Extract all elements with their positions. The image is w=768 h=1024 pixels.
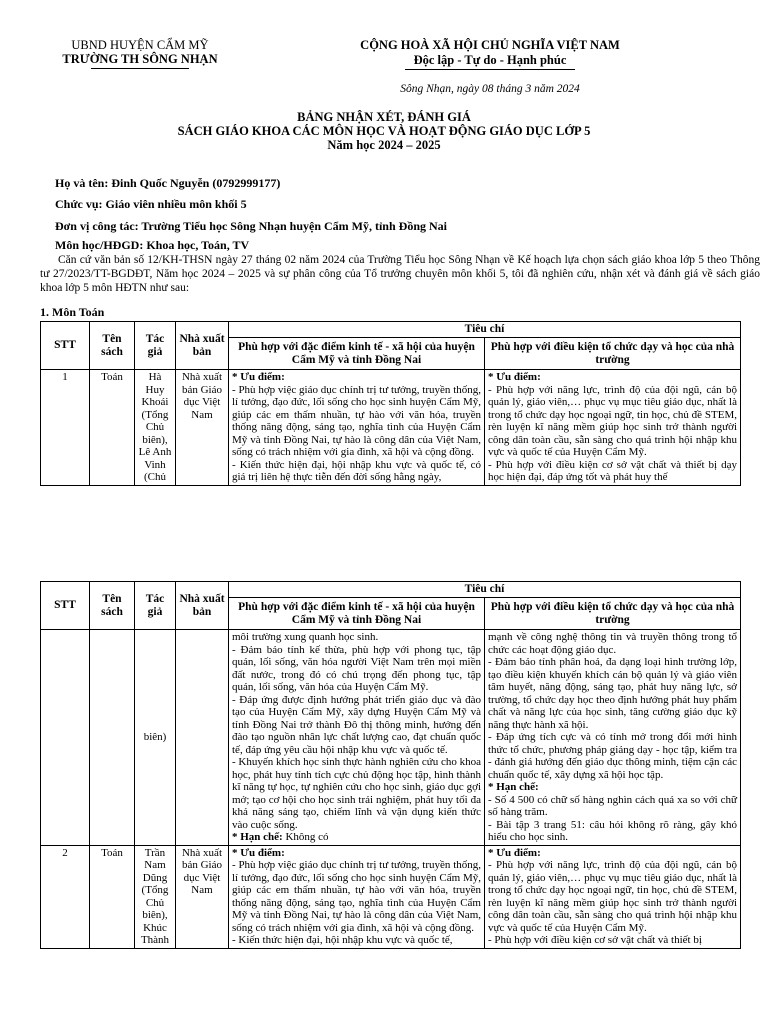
row1-cont-c1-limit (232, 831, 481, 844)
info-role-label: Chức vụ: (55, 197, 103, 211)
c1-limit-value: Không có (285, 831, 329, 843)
row1-c1-text: - Phù hợp việc giáo dục chính trị tư tưởng, truyền thống, lí tưởng, đạo đức, lối sống cho học sinh huyện Cẩm Mỹ, giúp các em thấm nhuần, tự hào với văn hóa, truyền thống năng động, sáng tạo, nghĩa tình của Huyện Cẩm Mỹ và tỉnh Đồng Nai, tự hào là công dân của Việt Nam, sống có trách nhiệm với gia đình, xã hội và cộng đồng. - Kiến thức hiện đại, hội nhập khu vực và quốc tế, có giá trị liên hệ thực tiễn đến đời sống hằng ngày, (232, 383, 481, 483)
row2-criteria-2 (485, 845, 741, 948)
row2-stt: 2 (41, 845, 90, 948)
row1-c2-text: - Phù hợp với năng lực, trình độ của đội ngũ, cán bộ quản lý, giáo viên,… phục vụ mục tiêu giáo dục, nhất là trong tổ chức dạy học ngoại ngữ, tin học, chủ đề STEM, rèn luyện kĩ năng mềm giúp học sinh trở thành người công dân toàn cầu, sẵn sàng cho quá trình hội nhập khu vực và quốc tế của Huyện Cẩm Mỹ. - Phù hợp với điều kiện cơ sở vật chất và thiết bị dạy học hiện đại, đáp ứng tốt và phát huy thế (488, 383, 738, 483)
row2-criteria-1 (229, 845, 485, 948)
motto: Độc lập - Tự do - Hạnh phúc (413, 53, 567, 67)
table-row (41, 630, 741, 846)
document-date: Sông Nhạn, ngày 08 tháng 3 năm 2024 (400, 83, 580, 95)
header-criteria-2: Phù hợp với điều kiện tổ chức dạy và học của nhà trường (485, 598, 741, 630)
header-author: Tác giả (135, 322, 176, 370)
row1-criteria-1 (229, 370, 485, 486)
header-criteria-2: Phù hợp với điều kiện tổ chức dạy và học của nhà trường (485, 338, 741, 370)
header-criteria-1: Phù hợp với đặc điểm kinh tế - xã hội của huyện Cẩm Mỹ và tỉnh Đồng Nai (229, 598, 485, 630)
row1-cont-c1-text: môi trường xung quanh học sinh. - Đảm bảo tính kế thừa, phù hợp với phong tục, tập quán, lối sống, văn hóa người Việt Nam trên mọi miền đất nước, trong đó có chú trọng đến phong tục, tập quán, lối sống, văn hóa của Huyện Cẩm Mỹ. - Đáp ứng được định hướng phát triển giáo dục và đào tạo của Huyện Cẩm Mỹ, xây dựng Huyện Cẩm Mỹ và tỉnh Đồng Nai trở thành Đô thị thông minh, hướng đến đào tạo nguồn nhân lực chất lượng cao, đạt chuẩn quốc tế, đáp ứng yêu cầu hội nhập khu vực và quốc tế. - Khuyến khích học sinh thực hành nghiên cứu cho khoa học, phát huy tính tích cực chủ động học tập, hình thành kĩ năng tự học, tự nghiên cứu cho học sinh, giáo dục gợi mở; tạo cơ hội cho học sinh trải nghiệm, phát huy tối đa khả năng sáng tạo, chiếm lĩnh và vận dụng kiến thức vào cuộc sống. (232, 631, 481, 831)
header-stt: STT (41, 582, 90, 630)
row1-publisher: Nhà xuất bản Giáo dục Việt Nam (176, 370, 229, 486)
row2-c1-head: * Ưu điểm: (232, 846, 285, 859)
title-line-2: SÁCH GIÁO KHOA CÁC MÔN HỌC VÀ HOẠT ĐỘNG GIÁO DỤC LỚP 5 (177, 124, 591, 138)
info-subjects: Môn học/HĐGD: Khoa học, Toán, TV (55, 238, 250, 252)
row1-cont-author: biên) (135, 630, 176, 846)
header-criteria-1: Phù hợp với đặc điểm kinh tế - xã hội của huyện Cẩm Mỹ và tỉnh Đồng Nai (229, 338, 485, 370)
title-line-3: Năm học 2024 – 2025 (327, 138, 441, 152)
row1-stt: 1 (41, 370, 90, 486)
header-publisher: Nhà xuất bản (176, 582, 229, 630)
school-underline (91, 68, 189, 69)
row2-c1-text: - Phù hợp việc giáo dục chính trị tư tưởng, truyền thống, lí tưởng, đạo đức, lối sống cho học sinh huyện Cẩm Mỹ, giúp các em thấm nhuần, tự hào với văn hóa, truyền thống năng động, sáng tạo, nghĩa tình của Huyện Cẩm Mỹ và tỉnh Đồng Nai, tự hào là công dân của Việt Nam, sống có trách nhiệm với gia đình, xã hội và cộng đồng. - Kiến thức hiện đại, hội nhập khu vực và quốc tế, (232, 859, 481, 946)
row2-c2-text: - Phù hợp với năng lực, trình độ của đội ngũ, cán bộ quản lý, giáo viên,… phục vụ mục tiêu giáo dục, nhất là trong tổ chức dạy học ngoại ngữ, tin học, chủ đề STEM, rèn luyện kĩ năng mềm giúp học sinh trở thành người công dân toàn cầu, sẵn sàng cho quá trình hội nhập khu vực và quốc tế của Huyện Cẩm Mỹ. - Phù hợp với điều kiện cơ sở vật chất và thiết bị (488, 859, 738, 946)
row1-cont-stt (41, 630, 90, 846)
row1-cont-publisher (176, 630, 229, 846)
info-name: Họ và tên: Đinh Quốc Nguyễn (0792999177) (55, 176, 281, 190)
document-title (100, 110, 668, 152)
header-publisher: Nhà xuất bản (176, 322, 229, 370)
row1-cont-criteria-1 (229, 630, 485, 846)
table-row (41, 370, 741, 486)
row2-publisher: Nhà xuất bản Giáo dục Việt Nam (176, 845, 229, 948)
row1-book: Toán (90, 370, 135, 486)
title-line-1: BẢNG NHẬN XÉT, ĐÁNH GIÁ (297, 110, 471, 124)
org-name: UBND HUYỆN CẨM MỸ (71, 38, 209, 52)
nation-name: CỘNG HOÀ XÃ HỘI CHỦ NGHĨA VIỆT NAM (360, 38, 620, 52)
header-criteria: Tiêu chí (229, 322, 741, 338)
row2-author: Trần Nam Dũng (Tổng Chủ biên), Khúc Thành (135, 845, 176, 948)
c1-limit-label: * Hạn chế: (232, 831, 283, 843)
school-name: TRƯỜNG TH SÔNG NHẠN (62, 52, 218, 66)
nation-header (300, 38, 680, 70)
row2-c2-head: * Ưu điểm: (488, 846, 541, 859)
header-author: Tác giả (135, 582, 176, 630)
header-book: Tên sách (90, 582, 135, 630)
org-header (20, 38, 260, 69)
header-book: Tên sách (90, 322, 135, 370)
c2-limit-label: * Hạn chế: (488, 781, 539, 793)
section-heading: 1. Môn Toán (40, 305, 105, 319)
row1-cont-book (90, 630, 135, 846)
row1-cont-c2-limit: - Số 4 500 có chữ số hàng nghìn cách quá xa so với chữ số hàng trăm. - Bài tập 3 trang 51: câu hỏi không rõ ràng, gây khó hiểu cho học sinh. (488, 793, 738, 843)
info-unit: Đơn vị công tác: Trường Tiểu học Sông Nhạn huyện Cẩm Mỹ, tỉnh Đồng Nai (55, 219, 447, 233)
row1-cont-c2-text: mạnh về công nghệ thông tin và truyền thông trong tổ chức các hoạt động giáo dục. - Đảm bảo tính phân hoá, đa dạng loại hình trường lớp, tạo điều kiện khuyến khích cán bộ quản lý và giáo viên tâm huyết, năng động, sáng tạo, phát huy năng lực, sở trường, tổ chức dạy học theo định hướng phát huy phẩm chất và năng lực của học sinh, tăng cường giáo dục kỹ năng thực hành xã hội. - Đáp ứng tích cực và có tính mở trong đổi mới hình thức tổ chức, phương pháp giảng dạy - học tập, kiểm tra - đánh giá hướng đến giáo dục thông minh, tiệm cận các chuẩn quốc tế, xây dựng xã hội học tập. (488, 631, 738, 781)
row1-cont-criteria-2 (485, 630, 741, 846)
info-role (55, 197, 247, 212)
row1-c1-head: * Ưu điểm: (232, 371, 285, 383)
evaluation-table-part2 (40, 581, 741, 949)
row1-author: Hà Huy Khoái (Tổng Chủ biên), Lê Anh Vinh (Chủ (135, 370, 176, 486)
row2-book: Toán (90, 845, 135, 948)
table-row (41, 845, 741, 948)
motto-underline (405, 69, 575, 70)
evaluation-table-part1 (40, 321, 741, 486)
header-criteria: Tiêu chí (229, 582, 741, 598)
info-role-value: Giáo viên nhiều môn khối 5 (105, 197, 247, 211)
row1-criteria-2 (485, 370, 741, 486)
row1-c2-head: * Ưu điểm: (488, 371, 541, 383)
intro-paragraph: Căn cứ văn bản số 12/KH-THSN ngày 27 tháng 02 năm 2024 của Trường Tiểu học Sông Nhạn về Kế hoạch lựa chọn sách giáo khoa lớp 5 theo Thông tư 27/2023/TT-BGDĐT, Năm học 2024 – 2025 và sự phân công của Tổ trưởng chuyên môn khối 5, tôi đã nghiên cứu, nhận xét và đánh giá về sách giáo khoa lớp 5 môn HĐTN như sau: (40, 254, 760, 294)
header-stt: STT (41, 322, 90, 370)
